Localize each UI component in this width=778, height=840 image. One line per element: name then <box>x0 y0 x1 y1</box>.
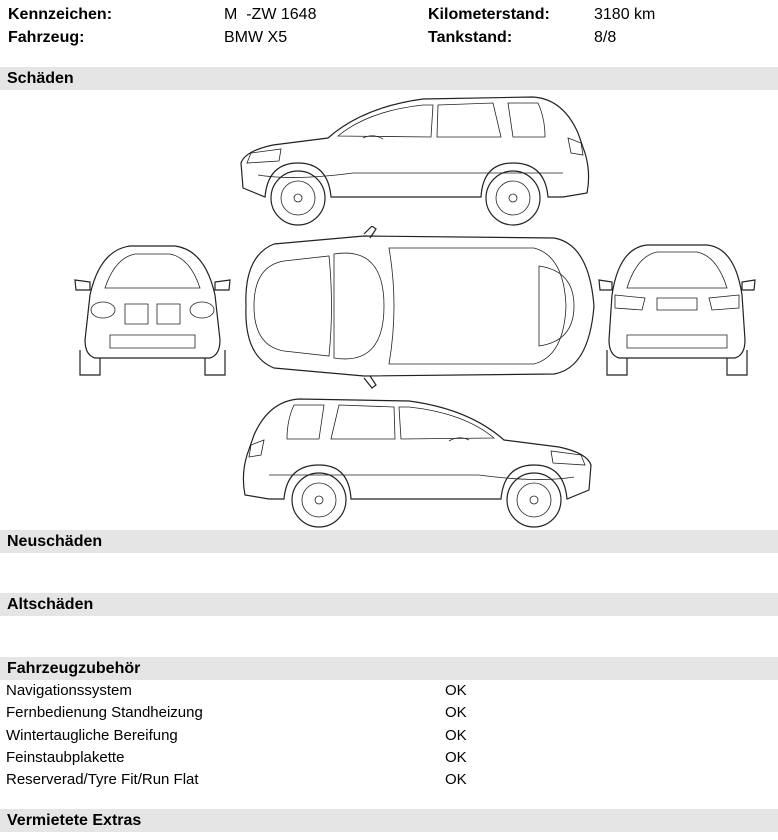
tank-label: Tankstand: <box>428 29 513 46</box>
car-side-right-diagram <box>233 395 599 529</box>
section-schaeden: Schäden <box>0 67 778 90</box>
accessory-name: Navigationssystem <box>6 682 132 699</box>
kilometer-value: 3180 km <box>594 6 656 23</box>
car-front-view-diagram <box>70 240 235 380</box>
kennzeichen-value: M -ZW 1648 <box>224 6 317 23</box>
fahrzeug-label: Fahrzeug: <box>8 29 85 46</box>
kilometer-label: Kilometerstand: <box>428 6 550 23</box>
accessory-name: Reserverad/Tyre Fit/Run Flat <box>6 771 199 788</box>
accessory-status: OK <box>445 771 467 788</box>
accessory-status: OK <box>445 682 467 699</box>
accessory-name: Wintertaugliche Bereifung <box>6 727 178 744</box>
tank-value: 8/8 <box>594 29 617 46</box>
car-side-left-diagram <box>233 93 599 227</box>
accessory-name: Feinstaubplakette <box>6 749 125 766</box>
fahrzeug-value: BMW X5 <box>224 29 288 46</box>
section-neuschaeden: Neuschäden <box>0 530 778 553</box>
accessory-status: OK <box>445 727 467 744</box>
accessory-status: OK <box>445 749 467 766</box>
car-rear-view-diagram <box>597 240 757 380</box>
kennzeichen-label: Kennzeichen: <box>8 6 113 23</box>
accessory-status: OK <box>445 704 467 721</box>
section-extras: Vermietete Extras <box>0 809 778 832</box>
section-zubehoer: Fahrzeugzubehör <box>0 657 778 680</box>
car-top-view-diagram <box>234 226 600 394</box>
accessory-name: Fernbedienung Standheizung <box>6 704 203 721</box>
section-altschaeden: Altschäden <box>0 593 778 616</box>
